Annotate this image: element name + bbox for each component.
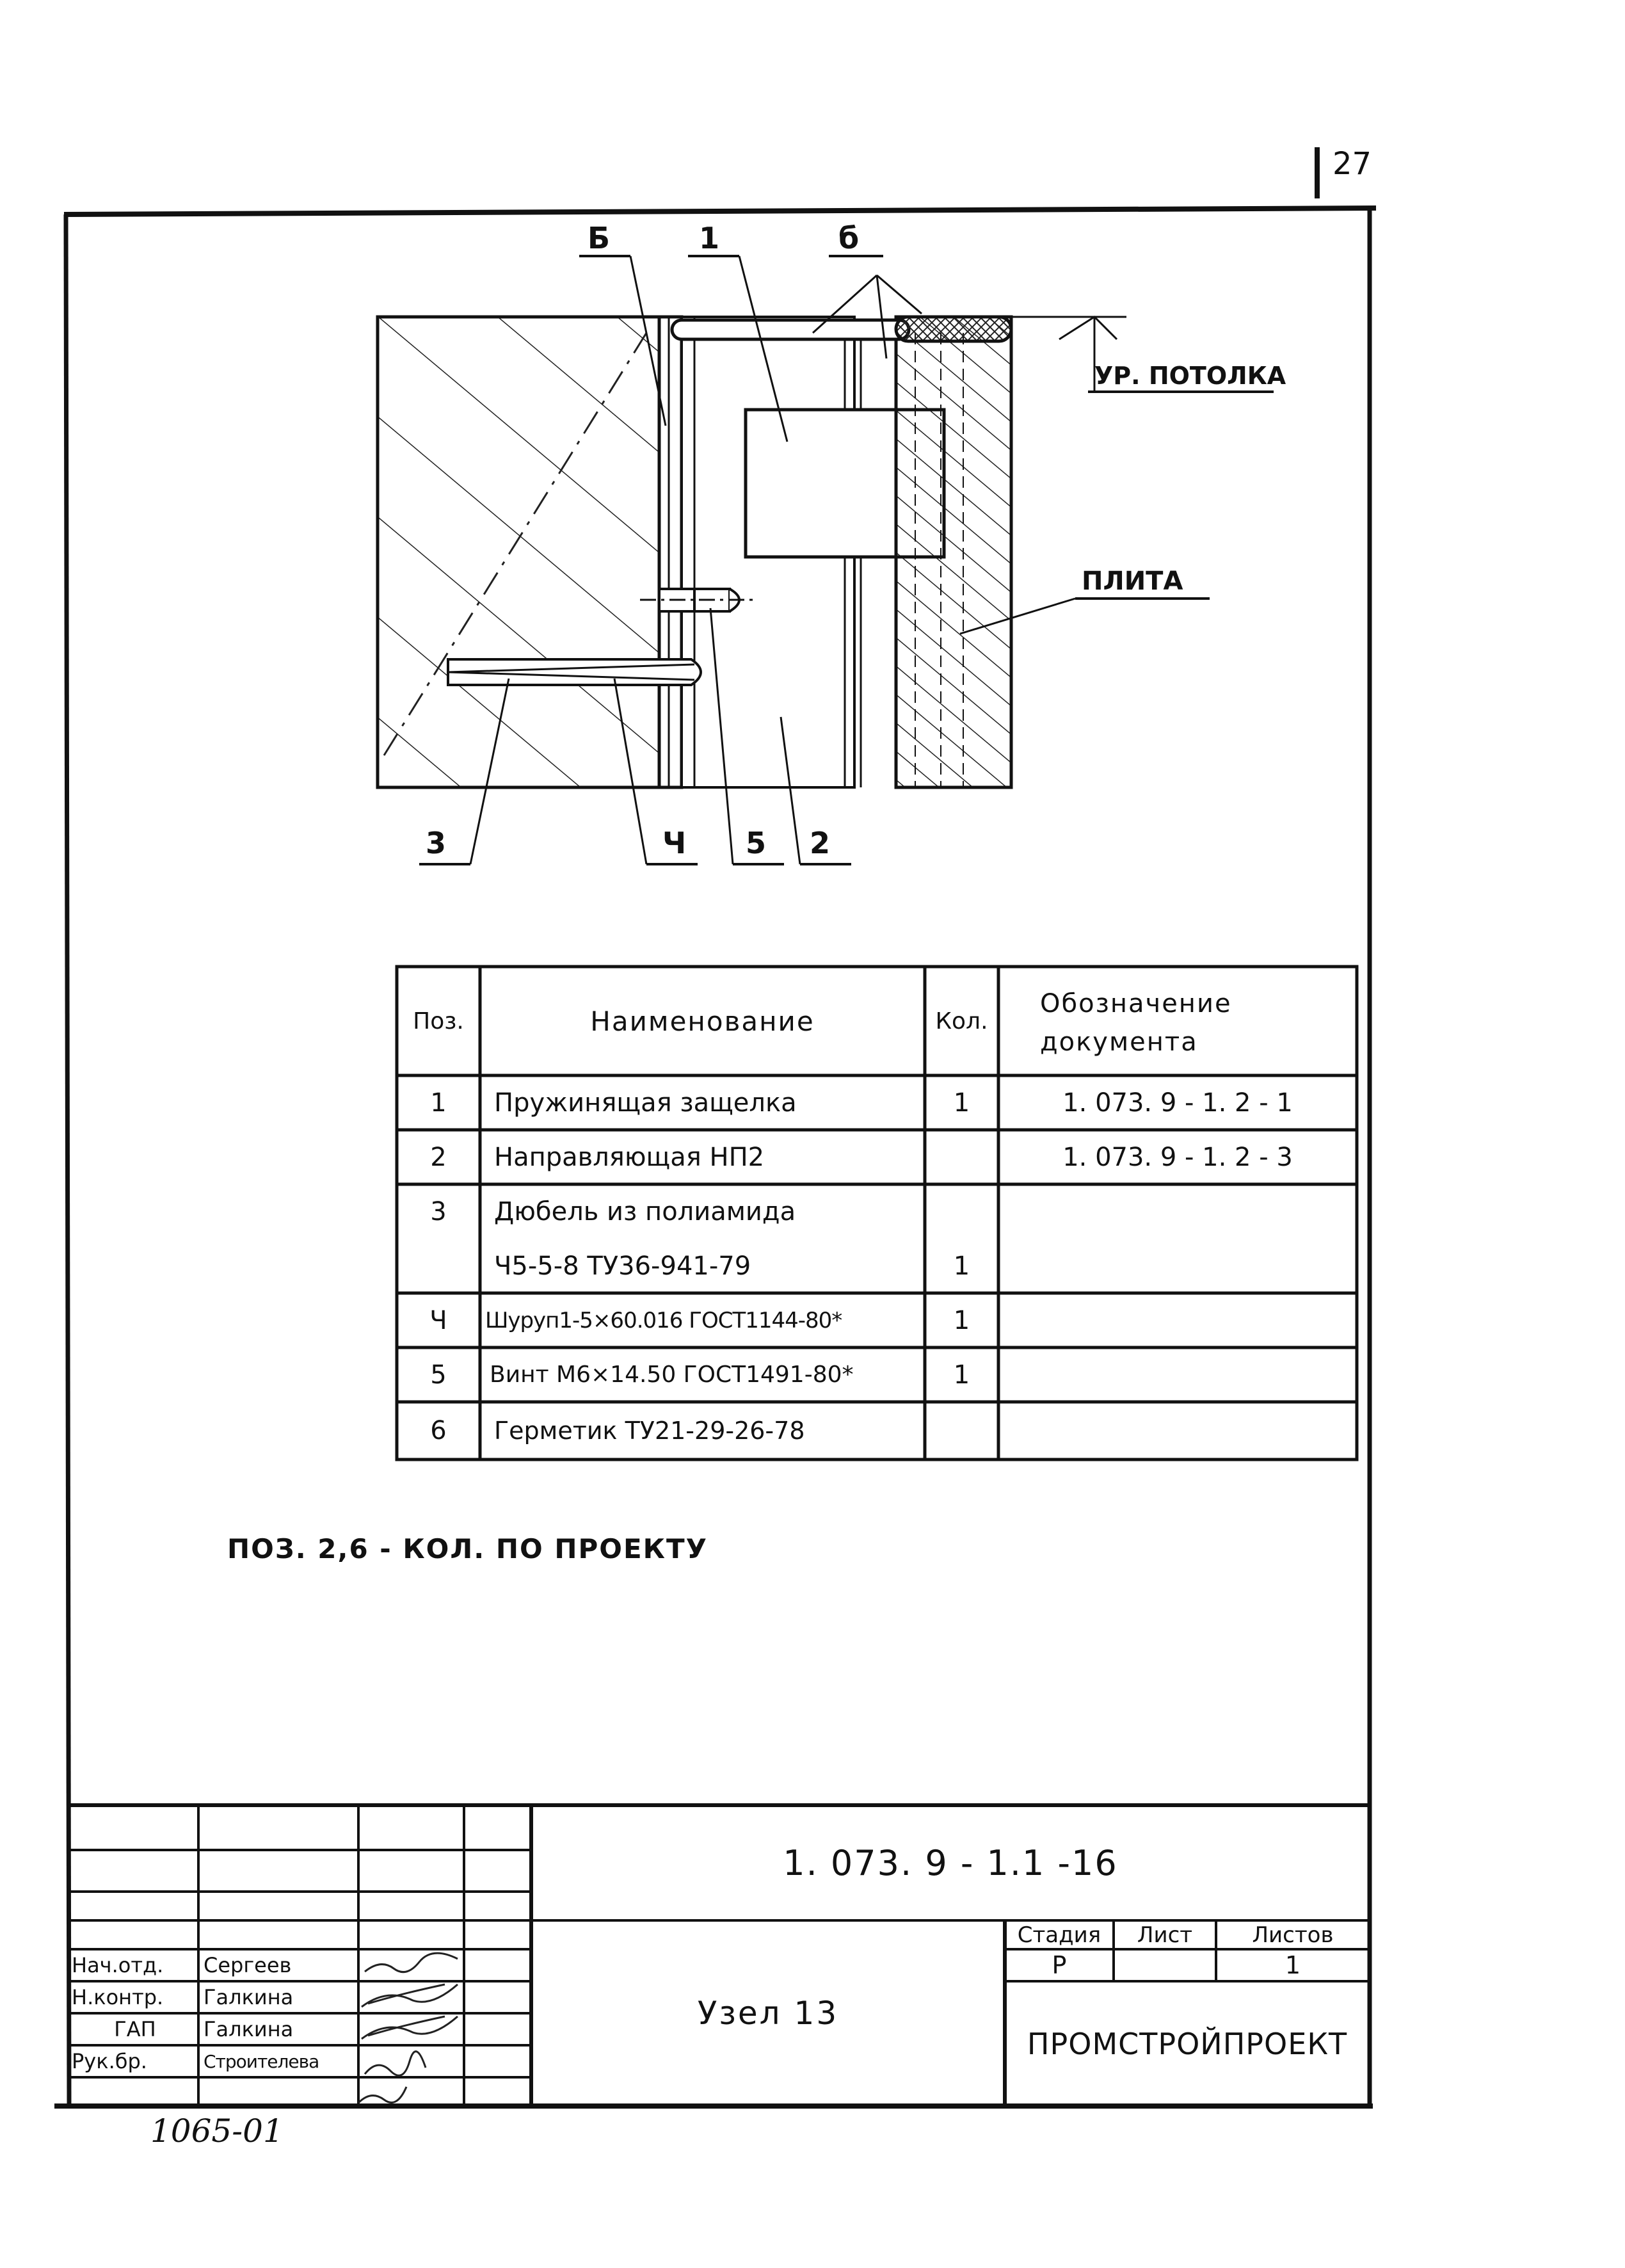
callout-6: б — [838, 221, 860, 255]
signature-name-4: Строителева — [204, 2050, 319, 2072]
slab-section — [896, 317, 1011, 787]
table-row-6-qty — [925, 1402, 998, 1460]
signature-name-1: Сергеев — [204, 1953, 292, 1977]
table-row-6-name: Герметик ТУ21-29-26-78 — [494, 1417, 805, 1445]
table-row-4-pos: Ч — [429, 1305, 447, 1335]
callout-b: Б — [588, 221, 611, 255]
signature-scribbles — [358, 1953, 458, 2103]
table-row-5-name: Винт М6×14.50 ГОСТ1491-80* — [490, 1362, 854, 1388]
header-doc-line2: документа — [1040, 1027, 1198, 1057]
table-row-6-pos: 6 — [430, 1416, 447, 1445]
signature-role-1: Нач.отд. — [72, 1953, 164, 1977]
table-row-1-qty: 1 — [953, 1088, 970, 1118]
table-row-4-doc — [998, 1293, 1357, 1347]
table-row-2-pos: 2 — [430, 1142, 447, 1172]
table-row-3-name: Дюбель из полиамида — [494, 1196, 796, 1226]
slab-label: ПЛИТА — [1082, 567, 1183, 596]
sheet-value — [1114, 1949, 1216, 1981]
signature-name-3: Галкина — [204, 2017, 294, 2041]
signature-role-2: Н.контр. — [72, 1985, 164, 2009]
archive-number: 1065-01 — [150, 2112, 284, 2150]
ceiling-level-label: УР. ПОТОЛКА — [1094, 362, 1286, 390]
callout-2: 2 — [810, 826, 831, 860]
quantity-note: ПОЗ. 2,6 - КОЛ. ПО ПРОЕКТУ — [227, 1533, 708, 1564]
table-row-3-qty: 1 — [953, 1251, 970, 1281]
stage-label: Стадия — [1017, 1922, 1101, 1948]
table-row-5-pos: 5 — [430, 1360, 447, 1390]
organization-name: ПРОМСТРОЙПРОЕКТ — [1027, 2026, 1348, 2061]
callout-3: 3 — [426, 826, 447, 860]
ceiling-level-mark — [1059, 317, 1117, 339]
signature-role-4: Рук.бр. — [72, 2049, 147, 2073]
callout-4: Ч — [662, 826, 687, 860]
stage-value: Р — [1052, 1951, 1067, 1979]
drawing-title: Узел 13 — [697, 1995, 839, 2032]
table-row-1-pos: 1 — [430, 1088, 447, 1118]
table-row-1-doc: 1. 073. 9 - 1. 2 - 1 — [1062, 1088, 1293, 1118]
sheets-value: 1 — [1285, 1951, 1301, 1979]
header-pos: Поз. — [413, 1008, 464, 1034]
table-row-2-qty — [925, 1130, 998, 1184]
header-qty: Кол. — [935, 1008, 988, 1034]
sheet-label: Лист — [1137, 1922, 1193, 1948]
signature-name-2: Галкина — [204, 1985, 294, 2009]
table-row-4-qty: 1 — [953, 1305, 970, 1335]
table-row-2-name: Направляющая НП2 — [494, 1142, 765, 1172]
table-row-2-doc: 1. 073. 9 - 1. 2 - 3 — [1062, 1142, 1293, 1172]
table-row-3-name-line2: Ч5-5-8 ТУ36-941-79 — [494, 1251, 751, 1281]
header-name: Наименование — [590, 1005, 815, 1037]
document-designation: 1. 073. 9 - 1.1 -16 — [783, 1842, 1118, 1883]
table-row-1-name: Пружинящая защелка — [494, 1088, 797, 1118]
table-row-4-name: Шуруп1-5×60.016 ГОСТ1144-80* — [485, 1307, 842, 1333]
sheets-label: Листов — [1252, 1922, 1334, 1948]
table-row-5-doc — [998, 1347, 1357, 1402]
table-row-3-pos: 3 — [430, 1196, 447, 1226]
callout-5: 5 — [746, 826, 767, 860]
table-row-3-doc — [998, 1184, 1357, 1293]
dowel-and-screw — [448, 659, 701, 685]
page-number: 27 — [1333, 146, 1372, 182]
section-drawing — [378, 256, 1274, 864]
table-row-5-qty: 1 — [953, 1360, 970, 1390]
header-doc-line1: Обозначение — [1040, 989, 1232, 1018]
callout-1: 1 — [699, 221, 720, 255]
wall-section — [378, 317, 659, 787]
signature-role-3: ГАП — [114, 2017, 156, 2041]
table-row-6-doc — [998, 1402, 1357, 1460]
sealant — [896, 317, 1011, 341]
